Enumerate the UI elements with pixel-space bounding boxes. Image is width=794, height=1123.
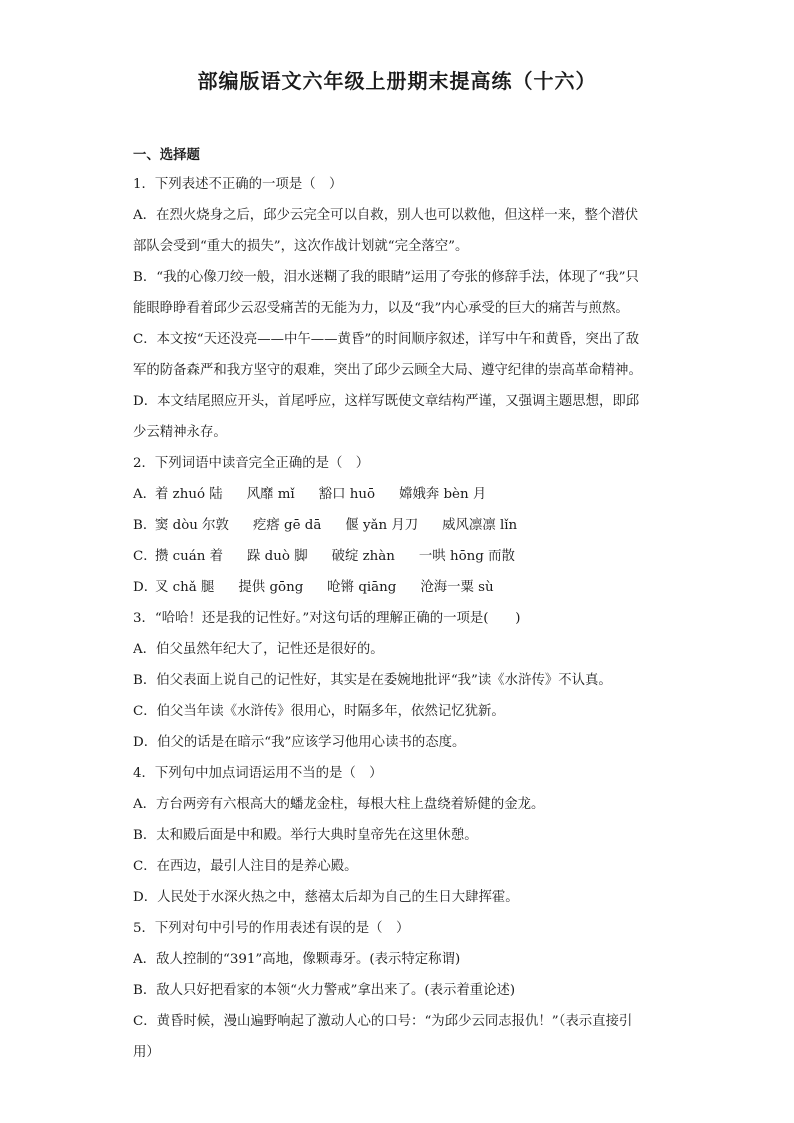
question-stem: 3．“哈哈！还是我的记性好。”对这句话的理解正确的一项是( ): [133, 611, 521, 626]
option-d: D．伯父的话是在暗示“我”应该学习他用心读书的态度。: [133, 735, 466, 750]
option-c-line-2: 军的防备森严和我方坚守的艰难，突出了邱少云顾全大局、遵守纪律的崇高革命精神。: [133, 363, 642, 378]
question-3: [133, 603, 663, 758]
option-d-line-1: D．本文结尾照应开头，首尾呼应，这样写既使文章结构严谨，又强调主题思想，即邱: [133, 394, 640, 409]
option-a-line-2: 部队会受到“重大的损失”，这次作战计划就“完全落空”。: [133, 239, 469, 254]
option-label: D．: [133, 580, 158, 595]
question-stem: 1．下列表述不正确的一项是（ ）: [133, 177, 343, 192]
option-a: [133, 479, 663, 510]
option-word: 叉 chǎ 腿: [155, 580, 215, 595]
question-stem: 2．下列词语中读音完全正确的是（ ）: [133, 456, 370, 471]
option-word: 攒 cuán 着: [155, 549, 224, 564]
option-c: C．伯父当年读《水浒传》很用心，时隔多年，依然记忆犹新。: [133, 704, 505, 719]
question-stem: 5．下列对句中引号的作用表述有误的是（ ）: [133, 921, 410, 936]
option-a: A．伯父虽然年纪大了，记性还是很好的。: [133, 642, 384, 657]
option-word: 窦 dòu 尔敦: [155, 518, 229, 533]
option-word: 提供 gōng: [238, 580, 304, 595]
option-word: 疙瘩 gē dā: [252, 518, 322, 533]
option-word: 沧海一粟 sù: [420, 580, 494, 595]
option-d-line-2: 少云精神永存。: [133, 425, 227, 440]
option-c: C．在西边，最引人注目的是养心殿。: [133, 859, 358, 874]
option-c: [133, 541, 663, 572]
option-c-line-2: 用）: [133, 1045, 160, 1060]
option-a: A．敌人控制的“391”高地，像颗毒牙。(表示特定称谓): [133, 952, 461, 967]
section-heading: 一、选择题: [133, 148, 200, 163]
question-4: [133, 758, 663, 913]
option-b: [133, 510, 663, 541]
question-stem: 4．下列句中加点词语运用不当的是（ ）: [133, 766, 383, 781]
option-word: 破绽 zhàn: [331, 549, 395, 564]
option-b-line-2: 能眼睁睁看着邱少云忍受痛苦的无能为力，以及“我”内心承受的巨大的痛苦与煎熬。: [133, 301, 629, 316]
option-label: B．: [133, 518, 157, 533]
question-5: [133, 913, 663, 1068]
option-d: D．人民处于水深火热之中，慈禧太后却为自己的生日大肆挥霍。: [133, 890, 519, 905]
option-word: 着 zhuó 陆: [155, 487, 223, 502]
option-c-line-1: C．黄昏时候，漫山遍野响起了激动人心的口号：“为邱少云同志报仇！”（表示直接引: [133, 1014, 633, 1029]
option-b-line-1: B．“我的心像刀绞一般，泪水迷糊了我的眼睛”运用了夸张的修辞手法，体现了“我”只: [133, 270, 639, 285]
option-b: B．敌人只好把看家的本领“火力警戒”拿出来了。(表示着重论述): [133, 983, 516, 998]
question-1: [133, 169, 663, 448]
option-word: 一哄 hōng 而散: [418, 549, 515, 564]
option-word: 威风凛凛 lǐn: [442, 518, 518, 533]
option-word: 偃 yǎn 月刀: [345, 518, 419, 533]
option-a: A．方台两旁有六根高大的蟠龙金柱，每根大柱上盘绕着矫健的金龙。: [133, 797, 545, 812]
option-label: A．: [133, 487, 157, 502]
option-word: 嫦娥奔 bèn 月: [399, 487, 487, 502]
option-word: 呛锵 qiāng: [327, 580, 397, 595]
question-2: [133, 448, 663, 603]
option-label: C．: [133, 549, 157, 564]
option-b: B．太和殿后面是中和殿。举行大典时皇帝先在这里休憩。: [133, 828, 478, 843]
option-d: [133, 572, 663, 603]
option-c-line-1: C．本文按“天还没亮——中午——黄昏”的时间顺序叙述，详写中午和黄昏，突出了敌: [133, 332, 639, 347]
option-b: B．伯父表面上说自己的记性好，其实是在委婉地批评“我”读《水浒传》不认真。: [133, 673, 612, 688]
option-a-line-1: A．在烈火烧身之后，邱少云完全可以自救，别人也可以救他，但这样一来，整个潜伏: [133, 208, 639, 223]
document-body: [133, 144, 663, 1068]
option-word: 风靡 mǐ: [246, 487, 295, 502]
page-title: 部编版语文六年级上册期末提高练（十六）: [197, 69, 597, 93]
option-word: 豁口 huō: [318, 487, 376, 502]
option-word: 跺 duò 脚: [247, 549, 308, 564]
